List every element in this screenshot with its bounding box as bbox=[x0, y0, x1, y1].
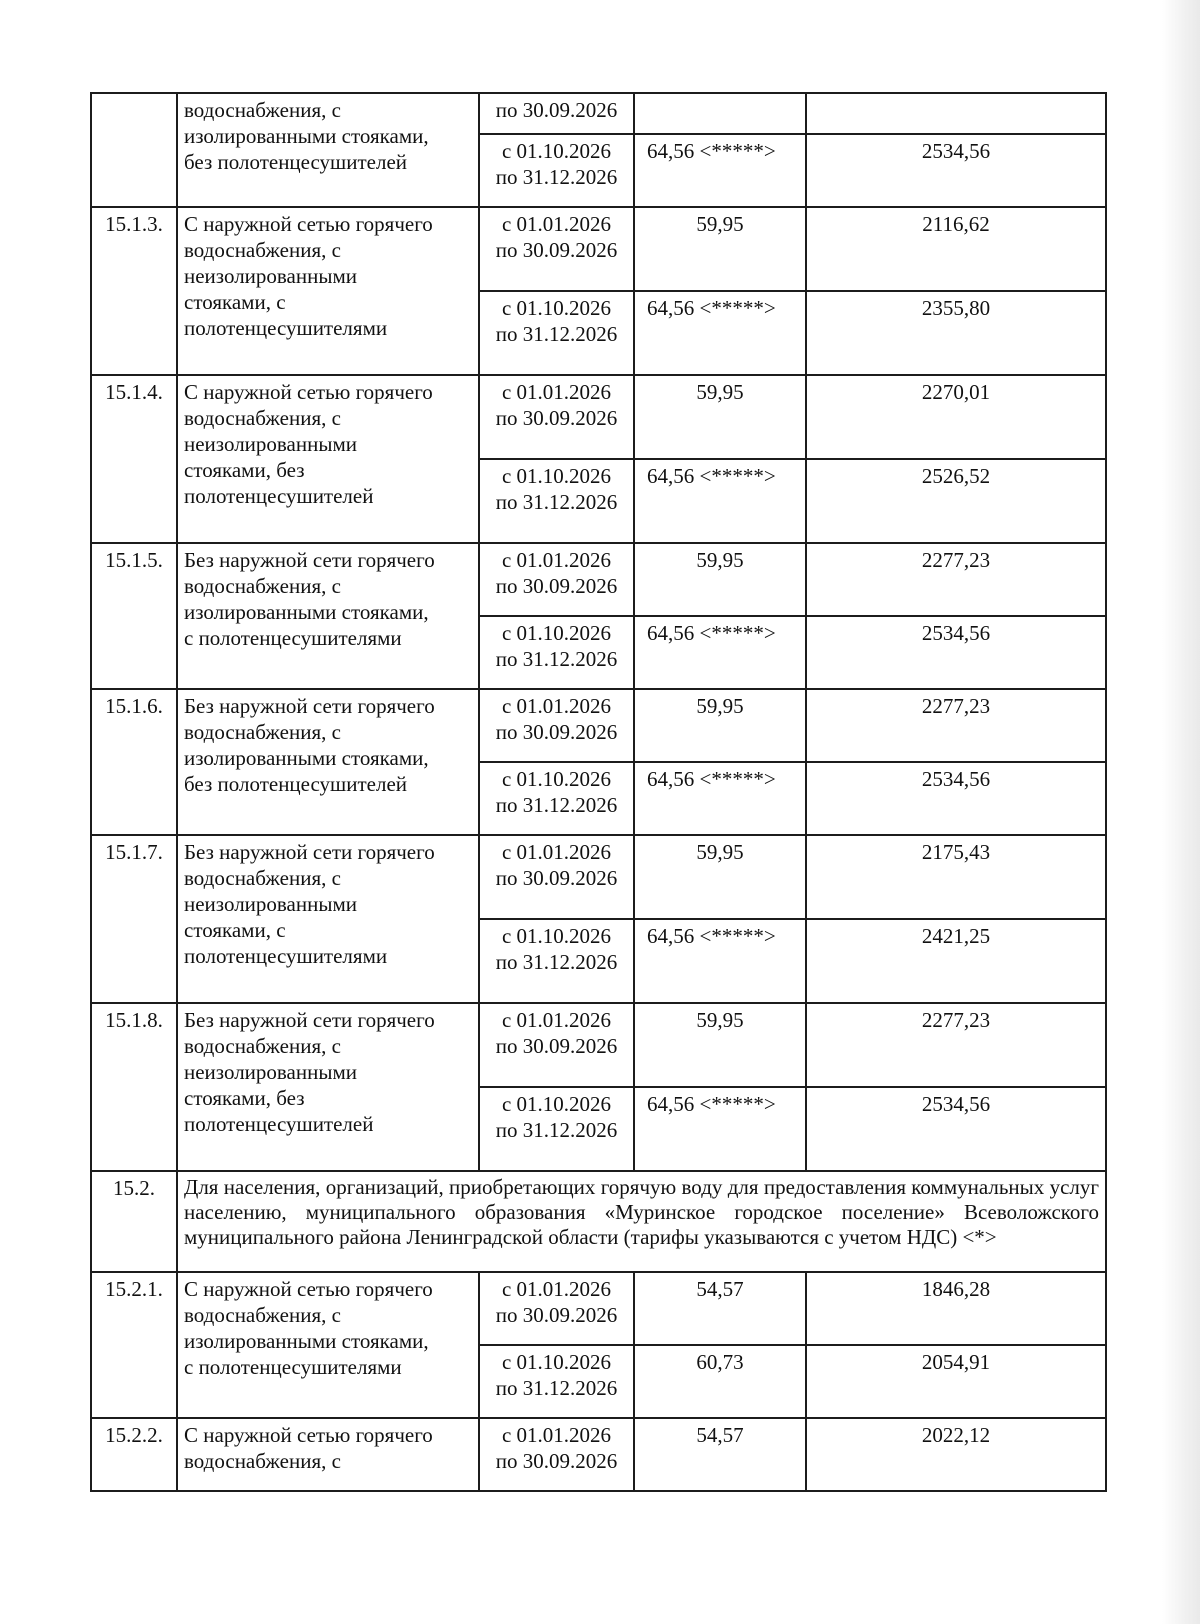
table-row bbox=[91, 543, 1106, 616]
period-to: по 30.09.2026 bbox=[495, 720, 618, 745]
tariff-table-body bbox=[91, 93, 1106, 1491]
total-value: 2054,91 bbox=[806, 1345, 1106, 1418]
description-line: с полотенцесушителями bbox=[184, 1354, 402, 1379]
item-number: 15.2.2. bbox=[91, 1418, 177, 1491]
table-row bbox=[91, 835, 1106, 919]
description-line: стояками, с bbox=[184, 290, 286, 315]
period-cell bbox=[479, 93, 634, 134]
period-cell bbox=[479, 616, 634, 689]
total-value: 2534,56 bbox=[806, 762, 1106, 835]
description-line: стояками, без bbox=[184, 458, 305, 483]
rate-value: 64,56 <*****> bbox=[634, 459, 806, 543]
period-cell bbox=[479, 543, 634, 616]
table-row bbox=[91, 1272, 1106, 1345]
item-number: 15.1.4. bbox=[91, 375, 177, 543]
rate-value bbox=[634, 93, 806, 134]
item-description bbox=[177, 1003, 479, 1171]
total-value: 2270,01 bbox=[806, 375, 1106, 459]
description-line: полотенцесушителями bbox=[184, 316, 388, 341]
period-to: по 31.12.2026 bbox=[495, 1375, 618, 1400]
tariff-table bbox=[90, 92, 1107, 1492]
total-value: 2277,23 bbox=[806, 543, 1106, 616]
description-line: С наружной сетью горячего bbox=[184, 1422, 433, 1447]
period-cell bbox=[479, 835, 634, 919]
period-to: по 30.09.2026 bbox=[495, 866, 618, 891]
item-number bbox=[91, 93, 177, 207]
period-cell bbox=[479, 689, 634, 762]
description-line: водоснабжения, с bbox=[184, 238, 341, 263]
rate-value: 59,95 bbox=[634, 689, 806, 762]
period-to: по 31.12.2026 bbox=[495, 165, 618, 190]
description-line: С наружной сетью горячего bbox=[184, 1276, 433, 1301]
period-cell bbox=[479, 375, 634, 459]
item-description bbox=[177, 835, 479, 1003]
period-cell bbox=[479, 459, 634, 543]
period-to: по 30.09.2026 bbox=[495, 406, 618, 431]
total-value: 2022,12 bbox=[806, 1418, 1106, 1491]
period-from: с 01.01.2026 bbox=[501, 1276, 612, 1301]
item-number: 15.2.1. bbox=[91, 1272, 177, 1418]
period-from: с 01.10.2026 bbox=[501, 296, 612, 321]
section-description: Для населения, организаций, приобретающих горячую воду для предоставления коммунальных услуг населению, муниципального образования «Муринское городское поселение» Всеволожского муниципального района Ленинградской области (тарифы указываются с учетом НДС) <*> bbox=[177, 1171, 1106, 1272]
total-value: 2277,23 bbox=[806, 1003, 1106, 1087]
section-number: 15.2. bbox=[91, 1171, 177, 1272]
period-from: с 01.10.2026 bbox=[501, 1349, 612, 1374]
table-row bbox=[91, 207, 1106, 291]
description-line: С наружной сетью горячего bbox=[184, 212, 433, 237]
period-from: с 01.01.2026 bbox=[501, 1422, 612, 1447]
description-line: неизолированными bbox=[184, 432, 357, 457]
period-from: с 01.01.2026 bbox=[501, 694, 612, 719]
period-cell bbox=[479, 134, 634, 207]
period-cell bbox=[479, 1418, 634, 1491]
period-from: с 01.10.2026 bbox=[501, 1091, 612, 1116]
description-line: неизолированными bbox=[184, 1059, 357, 1084]
item-description bbox=[177, 543, 479, 689]
description-line: Без наружной сети горячего bbox=[184, 1007, 435, 1032]
period-cell bbox=[479, 1003, 634, 1087]
description-line: изолированными стояками, bbox=[184, 746, 429, 771]
rate-value: 54,57 bbox=[634, 1272, 806, 1345]
rate-value: 64,56 <*****> bbox=[634, 919, 806, 1003]
total-value: 2534,56 bbox=[806, 1087, 1106, 1171]
period-to: по 30.09.2026 bbox=[495, 238, 618, 263]
item-description bbox=[177, 1272, 479, 1418]
total-value: 2534,56 bbox=[806, 616, 1106, 689]
item-number: 15.1.7. bbox=[91, 835, 177, 1003]
total-value: 2534,56 bbox=[806, 134, 1106, 207]
description-line: водоснабжения, с bbox=[184, 574, 341, 599]
period-to: по 31.12.2026 bbox=[495, 793, 618, 818]
period-cell bbox=[479, 1087, 634, 1171]
item-number: 15.1.8. bbox=[91, 1003, 177, 1171]
table-row bbox=[91, 1003, 1106, 1087]
description-line: с полотенцесушителями bbox=[184, 626, 402, 651]
rate-value: 64,56 <*****> bbox=[634, 762, 806, 835]
period-from: с 01.10.2026 bbox=[501, 924, 612, 949]
section-row bbox=[91, 1171, 1106, 1272]
rate-value: 54,57 bbox=[634, 1418, 806, 1491]
table-row bbox=[91, 689, 1106, 762]
description-line: неизолированными bbox=[184, 264, 357, 289]
description-line: водоснабжения, с bbox=[184, 866, 341, 891]
period-from: с 01.01.2026 bbox=[501, 380, 612, 405]
period-from: с 01.10.2026 bbox=[501, 464, 612, 489]
total-value: 2355,80 bbox=[806, 291, 1106, 375]
description-line: изолированными стояками, bbox=[184, 1328, 429, 1353]
item-number: 15.1.6. bbox=[91, 689, 177, 835]
total-value: 2116,62 bbox=[806, 207, 1106, 291]
period-cell bbox=[479, 919, 634, 1003]
rate-value: 59,95 bbox=[634, 375, 806, 459]
item-number: 15.1.3. bbox=[91, 207, 177, 375]
item-description bbox=[177, 1418, 479, 1491]
total-value: 2175,43 bbox=[806, 835, 1106, 919]
description-line: без полотенцесушителей bbox=[184, 772, 408, 797]
description-line: водоснабжения, с bbox=[184, 1448, 341, 1473]
rate-value: 64,56 <*****> bbox=[634, 134, 806, 207]
period-to: по 30.09.2026 bbox=[495, 574, 618, 599]
period-cell bbox=[479, 762, 634, 835]
period-from: с 01.01.2026 bbox=[501, 212, 612, 237]
period-from: с 01.01.2026 bbox=[501, 548, 612, 573]
description-line: водоснабжения, с bbox=[184, 1033, 341, 1058]
period-to: по 31.12.2026 bbox=[495, 490, 618, 515]
table-row bbox=[91, 1418, 1106, 1491]
period-to: по 31.12.2026 bbox=[495, 322, 618, 347]
period-to: по 31.12.2026 bbox=[495, 950, 618, 975]
rate-value: 59,95 bbox=[634, 207, 806, 291]
rate-value: 59,95 bbox=[634, 543, 806, 616]
description-line: Без наружной сети горячего bbox=[184, 548, 435, 573]
period-cell bbox=[479, 1272, 634, 1345]
period-to: по 30.09.2026 bbox=[495, 1302, 618, 1327]
period-cell bbox=[479, 1345, 634, 1418]
description-line: водоснабжения, с bbox=[184, 406, 341, 431]
table-row bbox=[91, 375, 1106, 459]
total-value: 2277,23 bbox=[806, 689, 1106, 762]
period-from: с 01.10.2026 bbox=[501, 139, 612, 164]
description-line: полотенцесушителей bbox=[184, 484, 374, 509]
description-line: полотенцесушителей bbox=[184, 1111, 374, 1136]
rate-value: 64,56 <*****> bbox=[634, 616, 806, 689]
description-line: стояками, без bbox=[184, 1085, 305, 1110]
description-line: стояками, с bbox=[184, 918, 286, 943]
scanned-page-edge bbox=[1162, 0, 1200, 1624]
item-description bbox=[177, 375, 479, 543]
description-line: изолированными стояками, bbox=[184, 124, 429, 148]
description-line: С наружной сетью горячего bbox=[184, 380, 433, 405]
rate-value: 60,73 bbox=[634, 1345, 806, 1418]
period-from: с 01.01.2026 bbox=[501, 1007, 612, 1032]
description-line: Без наружной сети горячего bbox=[184, 694, 435, 719]
period-to: по 30.09.2026 bbox=[495, 1033, 618, 1058]
item-description bbox=[177, 689, 479, 835]
period-cell bbox=[479, 207, 634, 291]
table-row bbox=[91, 93, 1106, 134]
description-line: изолированными стояками, bbox=[184, 600, 429, 625]
description-line: неизолированными bbox=[184, 892, 357, 917]
total-value: 2526,52 bbox=[806, 459, 1106, 543]
item-number: 15.1.5. bbox=[91, 543, 177, 689]
period-from: с 01.01.2026 bbox=[501, 840, 612, 865]
period-from: с 01.10.2026 bbox=[501, 767, 612, 792]
period-to: по 31.12.2026 bbox=[495, 1117, 618, 1142]
description-line: водоснабжения, с bbox=[184, 1302, 341, 1327]
total-value: 1846,28 bbox=[806, 1272, 1106, 1345]
rate-value: 59,95 bbox=[634, 1003, 806, 1087]
description-line: полотенцесушителями bbox=[184, 944, 388, 969]
item-description bbox=[177, 207, 479, 375]
total-value bbox=[806, 93, 1106, 134]
description-line: без полотенцесушителей bbox=[184, 150, 408, 174]
period-to: по 30.09.2026 bbox=[495, 98, 618, 122]
period-to: по 30.09.2026 bbox=[495, 1448, 618, 1473]
description-line: Без наружной сети горячего bbox=[184, 840, 435, 865]
rate-value: 64,56 <*****> bbox=[634, 1087, 806, 1171]
item-description bbox=[177, 93, 479, 207]
description-line: водоснабжения, с bbox=[184, 720, 341, 745]
rate-value: 59,95 bbox=[634, 835, 806, 919]
total-value: 2421,25 bbox=[806, 919, 1106, 1003]
description-line: водоснабжения, с bbox=[184, 98, 341, 122]
period-to: по 31.12.2026 bbox=[495, 647, 618, 672]
period-from: с 01.10.2026 bbox=[501, 621, 612, 646]
rate-value: 64,56 <*****> bbox=[634, 291, 806, 375]
period-cell bbox=[479, 291, 634, 375]
